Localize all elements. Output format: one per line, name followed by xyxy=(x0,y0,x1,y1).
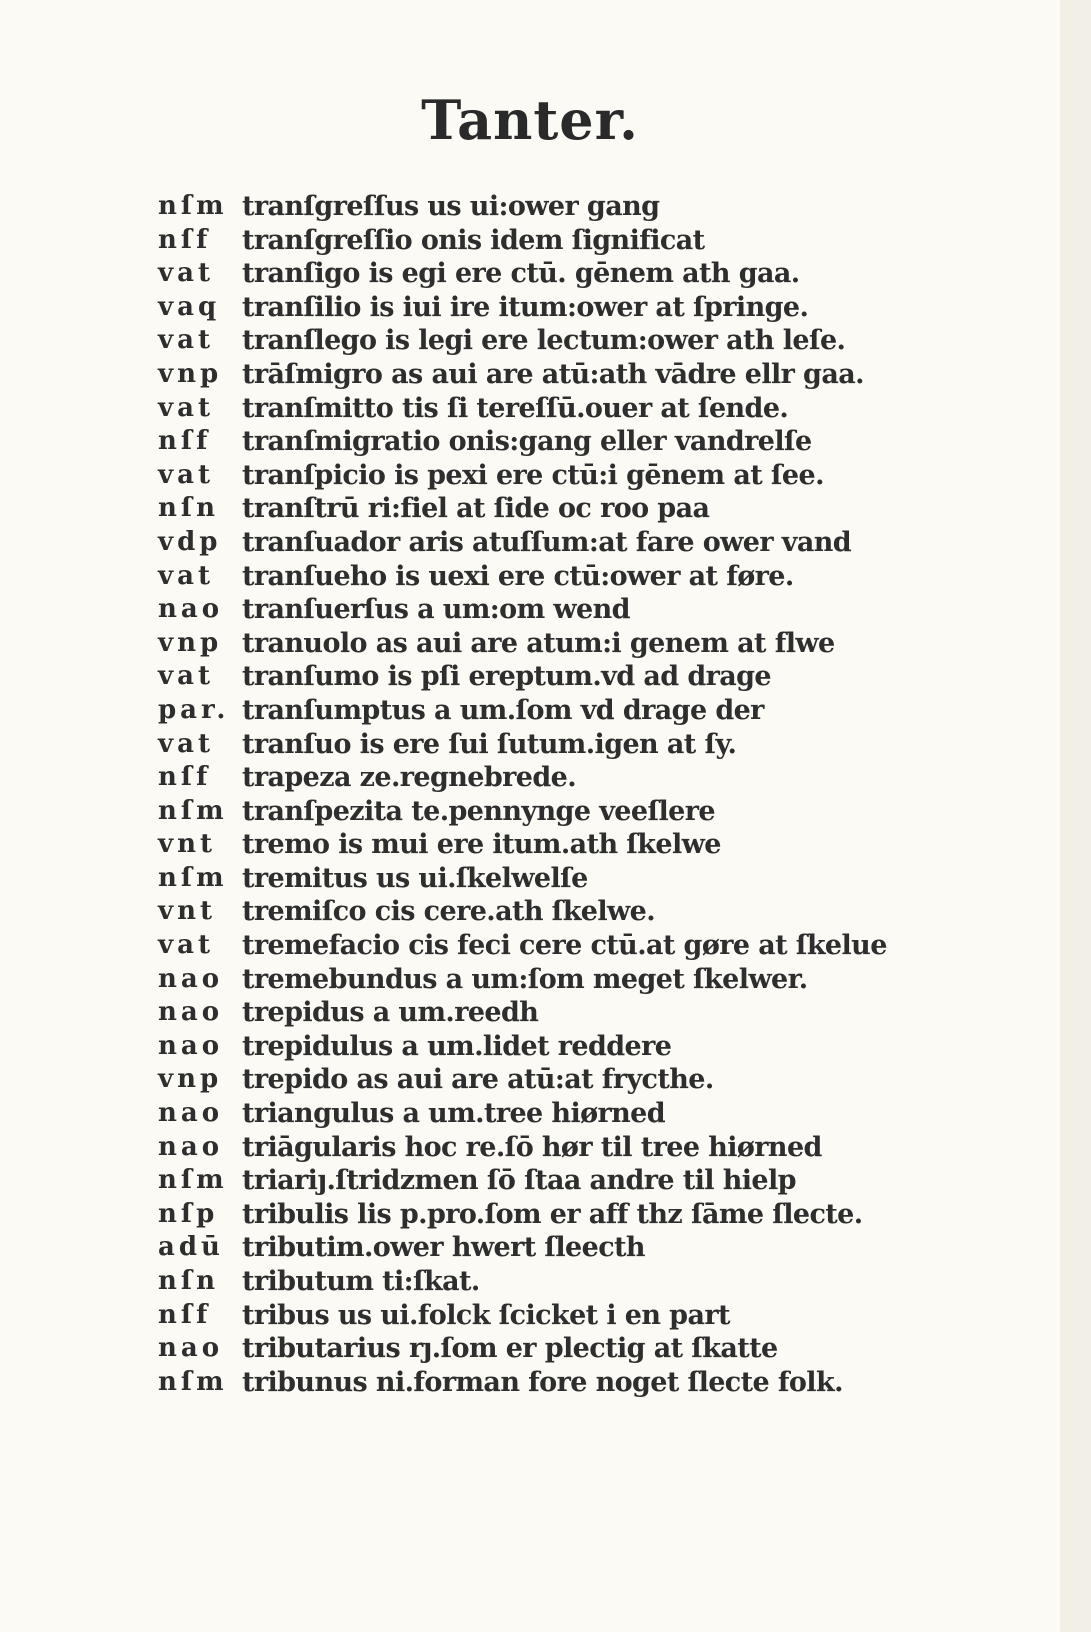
entry-text: trepidulus a um.lidet reddere xyxy=(242,1030,672,1062)
entry-text: tranſuo is ere ſui ſutum.igen at ſy. xyxy=(242,728,737,760)
grammar-code: adū xyxy=(158,1232,224,1263)
grammar-code: nſn xyxy=(158,1266,219,1296)
grammar-code: nao xyxy=(158,1131,224,1162)
entry-text: trāſmigro as aui are atū:ath vādre ellr gaa. xyxy=(242,358,864,390)
grammar-code: nſf xyxy=(158,1299,212,1330)
dictionary-entry xyxy=(158,526,887,560)
entry-text: tremefacio cis feci cere ctū.at gøre at ſkelue xyxy=(242,930,887,962)
dictionary-entry xyxy=(158,660,887,694)
entry-text: triāgularis hoc re.ſō hør til tree hiørned xyxy=(242,1131,822,1163)
grammar-code: nao xyxy=(158,594,224,625)
dictionary-entry xyxy=(158,1030,887,1064)
grammar-code: nao xyxy=(158,1030,224,1061)
dictionary-entry xyxy=(158,694,887,728)
grammar-code: nſm xyxy=(158,1366,228,1397)
dictionary-entry xyxy=(158,1231,887,1265)
entry-text: tribunus ni.forman fore noget ſlecte folk. xyxy=(242,1366,843,1398)
grammar-code: vat xyxy=(158,930,214,961)
page-title: Tanter. xyxy=(421,88,639,152)
dictionary-entry xyxy=(158,1097,887,1131)
grammar-code: nao xyxy=(158,963,224,994)
dictionary-entry xyxy=(158,1131,887,1165)
dictionary-entry xyxy=(158,324,887,358)
dictionary-entry xyxy=(158,828,887,862)
dictionary-entry xyxy=(158,728,887,762)
grammar-code: vnp xyxy=(158,358,223,389)
dictionary-entry xyxy=(158,1265,887,1299)
dictionary-entry xyxy=(158,459,887,493)
dictionary-entry xyxy=(158,257,887,291)
grammar-code: nſn xyxy=(158,493,219,524)
grammar-code: vat xyxy=(158,560,214,591)
grammar-code: vat xyxy=(158,459,214,490)
entry-text: tributum ti:ſkat. xyxy=(242,1266,480,1297)
entry-text: trepidus a um.reedh xyxy=(242,997,539,1029)
entry-text: triangulus a um.tree hiørned xyxy=(242,1098,666,1130)
entry-text: tranuolo as aui are atum:i genem at flwe xyxy=(242,627,835,659)
entry-text: tranſtrū ri:fiel at ſide oc roo paa xyxy=(242,493,710,525)
dictionary-entry xyxy=(158,795,887,829)
grammar-code: nſf xyxy=(158,762,212,793)
dictionary-entry xyxy=(158,291,887,325)
grammar-code: vat xyxy=(158,661,214,692)
entry-text: tremo is mui ere itum.ath ſkelwe xyxy=(242,829,721,861)
dictionary-entry xyxy=(158,895,887,929)
grammar-code: nſm xyxy=(158,1165,228,1196)
dictionary-entry xyxy=(158,425,887,459)
page-edge xyxy=(1060,0,1091,1632)
entry-text: tranſpicio is pexi ere ctū:i gēnem at ſee. xyxy=(242,459,824,491)
grammar-code: nſp xyxy=(158,1198,219,1229)
dictionary-entry xyxy=(158,560,887,594)
grammar-code: vat xyxy=(158,258,214,289)
dictionary-entries xyxy=(158,190,887,1399)
entry-text: triariȷ.ſtridzmen ſō ſtaa andre til hielp xyxy=(242,1165,796,1197)
entry-text: tranſgreſſus us ui:ower gang xyxy=(242,191,660,222)
entry-text: tremiſco cis cere.ath ſkelwe. xyxy=(242,896,656,928)
grammar-code: vnp xyxy=(158,1064,223,1095)
grammar-code: nao xyxy=(158,1333,224,1364)
entry-text: tribulis lis p.pro.ſom er aff thz ſāme ſlecte. xyxy=(242,1198,863,1230)
dictionary-entry xyxy=(158,358,887,392)
grammar-code: nao xyxy=(158,997,224,1028)
dictionary-entry xyxy=(158,929,887,963)
entry-text: tranſumo is pſi ereptum.vd ad drage xyxy=(242,661,771,693)
dictionary-entry xyxy=(158,996,887,1030)
grammar-code: vnt xyxy=(158,896,217,927)
grammar-code: vat xyxy=(158,325,214,356)
dictionary-entry xyxy=(158,761,887,795)
grammar-code: par. xyxy=(158,694,230,725)
entry-text: tributim.ower hwert ſleecth xyxy=(242,1232,645,1264)
dictionary-entry xyxy=(158,862,887,896)
entry-text: tranſmigratio onis:gang eller vandrelſe xyxy=(242,426,812,458)
entry-text: trapeza ze.regnebrede. xyxy=(242,762,577,794)
entry-text: tremitus us ui.ſkelwelſe xyxy=(242,862,588,894)
grammar-code: nao xyxy=(158,1098,224,1129)
entry-text: tributarius rȷ.ſom er plectig at ſkatte xyxy=(242,1333,778,1365)
grammar-code: nſf xyxy=(158,426,212,457)
entry-text: tribus us ui.folck ſcicket i en part xyxy=(242,1299,730,1331)
dictionary-entry xyxy=(158,1332,887,1366)
grammar-code: nſm xyxy=(158,191,228,221)
dictionary-entry xyxy=(158,392,887,426)
entry-text: tranſueho is uexi ere ctū:ower at føre. xyxy=(242,560,794,592)
grammar-code: vat xyxy=(158,392,214,423)
dictionary-entry xyxy=(158,1366,887,1400)
grammar-code: vaq xyxy=(158,291,221,322)
grammar-code: nſm xyxy=(158,795,228,826)
entry-text: tranſuerſus a um:om wend xyxy=(242,594,630,626)
dictionary-entry xyxy=(158,1198,887,1232)
entry-text: trepido as aui are atū:at frycthe. xyxy=(242,1064,714,1096)
dictionary-entry xyxy=(158,492,887,526)
dictionary-entry xyxy=(158,224,887,258)
dictionary-entry xyxy=(158,593,887,627)
grammar-code: nſm xyxy=(158,862,228,893)
entry-text: tranſpezita te.pennynge veeſlere xyxy=(242,795,715,827)
entry-text: tranſmitto tis ſi tereſſū.ouer at ſende. xyxy=(242,392,789,424)
grammar-code: vat xyxy=(158,728,214,759)
dictionary-entry xyxy=(158,1063,887,1097)
entry-text: tranſlego is legi ere lectum:ower ath leſe. xyxy=(242,325,846,357)
grammar-code: vnp xyxy=(158,627,223,658)
dictionary-entry xyxy=(158,190,887,224)
entry-text: tranſigo is egi ere ctū. gēnem ath gaa. xyxy=(242,258,800,290)
grammar-code: nſf xyxy=(158,224,212,255)
grammar-code: vnt xyxy=(158,829,217,860)
entry-text: tranſumptus a um.ſom vd drage der xyxy=(242,694,764,726)
entry-text: tranſuador aris atuſſum:at fare ower vand xyxy=(242,526,852,558)
entry-text: tranſgreſſio onis idem ſignificat xyxy=(242,224,705,256)
dictionary-entry xyxy=(158,627,887,661)
entry-text: tranſilio is iui ire itum:ower at ſpringe. xyxy=(242,291,809,323)
grammar-code: vdp xyxy=(158,526,222,557)
entry-text: tremebundus a um:ſom meget ſkelwer. xyxy=(242,963,808,995)
dictionary-entry xyxy=(158,963,887,997)
dictionary-entry xyxy=(158,1164,887,1198)
dictionary-entry xyxy=(158,1299,887,1333)
